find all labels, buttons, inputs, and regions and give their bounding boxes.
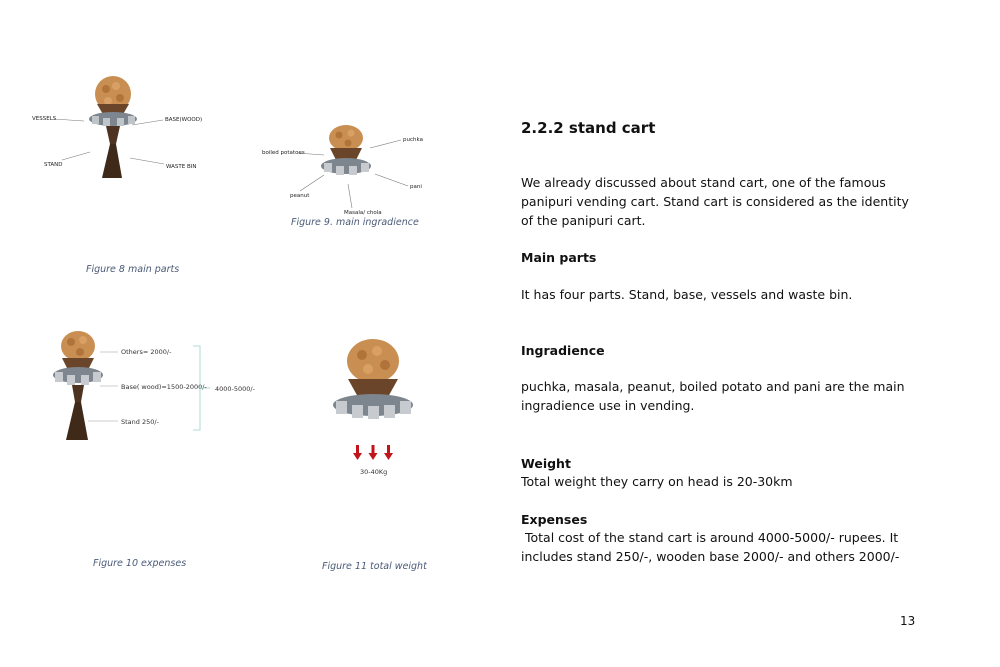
cart-top-image-fig11 bbox=[330, 337, 416, 432]
down-arrow-icons bbox=[352, 445, 394, 461]
label-stand-cost: Stand 250/- bbox=[121, 418, 159, 426]
expenses-heading: Expenses bbox=[521, 512, 588, 527]
label-boiled-potatoes: boiled potatoes bbox=[262, 150, 305, 156]
ingredients-text: puchka, masala, peanut, boiled potato and pani are the main ingradience use in vending. bbox=[521, 379, 905, 413]
label-others-cost: Others= 2000/- bbox=[121, 348, 172, 356]
expenses-text: Total cost of the stand cart is around 4000-5000/- rupees. It includes stand 250/-, wooden base 2000/- and others 2000/- bbox=[521, 530, 903, 564]
label-weight: 30-40Kg bbox=[360, 468, 388, 476]
caption-fig9: Figure 9. main ingradience bbox=[291, 217, 419, 228]
label-stand: STAND bbox=[44, 162, 63, 168]
label-base: BASE(WOOD) bbox=[165, 117, 203, 123]
label-waste-bin: WASTE BIN bbox=[166, 164, 197, 170]
section-title: 2.2.2 stand cart bbox=[521, 119, 656, 137]
label-masala: Masala/ chola bbox=[344, 210, 382, 216]
weight-text: Total weight they carry on head is 20-30km bbox=[521, 474, 793, 489]
caption-fig10: Figure 10 expenses bbox=[93, 558, 187, 569]
main-parts-text: It has four parts. Stand, base, vessels and waste bin. bbox=[521, 287, 853, 302]
caption-fig11: Figure 11 total weight bbox=[322, 561, 427, 572]
intro-paragraph: We already discussed about stand cart, one of the famous panipuri vending cart. Stand cart is considered as the identity of the panipuri cart. bbox=[521, 175, 909, 228]
caption-fig8: Figure 8 main parts bbox=[86, 264, 180, 275]
page-number: 13 bbox=[900, 614, 916, 628]
weight-heading: Weight bbox=[521, 456, 571, 471]
main-parts-heading: Main parts bbox=[521, 250, 597, 265]
label-total-cost: 4000-5000/- bbox=[215, 385, 255, 393]
label-puchka: puchka bbox=[403, 137, 423, 143]
ingredients-heading: Ingradience bbox=[521, 343, 605, 358]
label-base-cost: Base( wood)=1500-2000/- bbox=[121, 383, 207, 391]
label-vessels: VESSELS bbox=[32, 116, 57, 122]
label-peanut: peanut bbox=[290, 193, 310, 199]
label-pani: pani bbox=[410, 184, 422, 190]
